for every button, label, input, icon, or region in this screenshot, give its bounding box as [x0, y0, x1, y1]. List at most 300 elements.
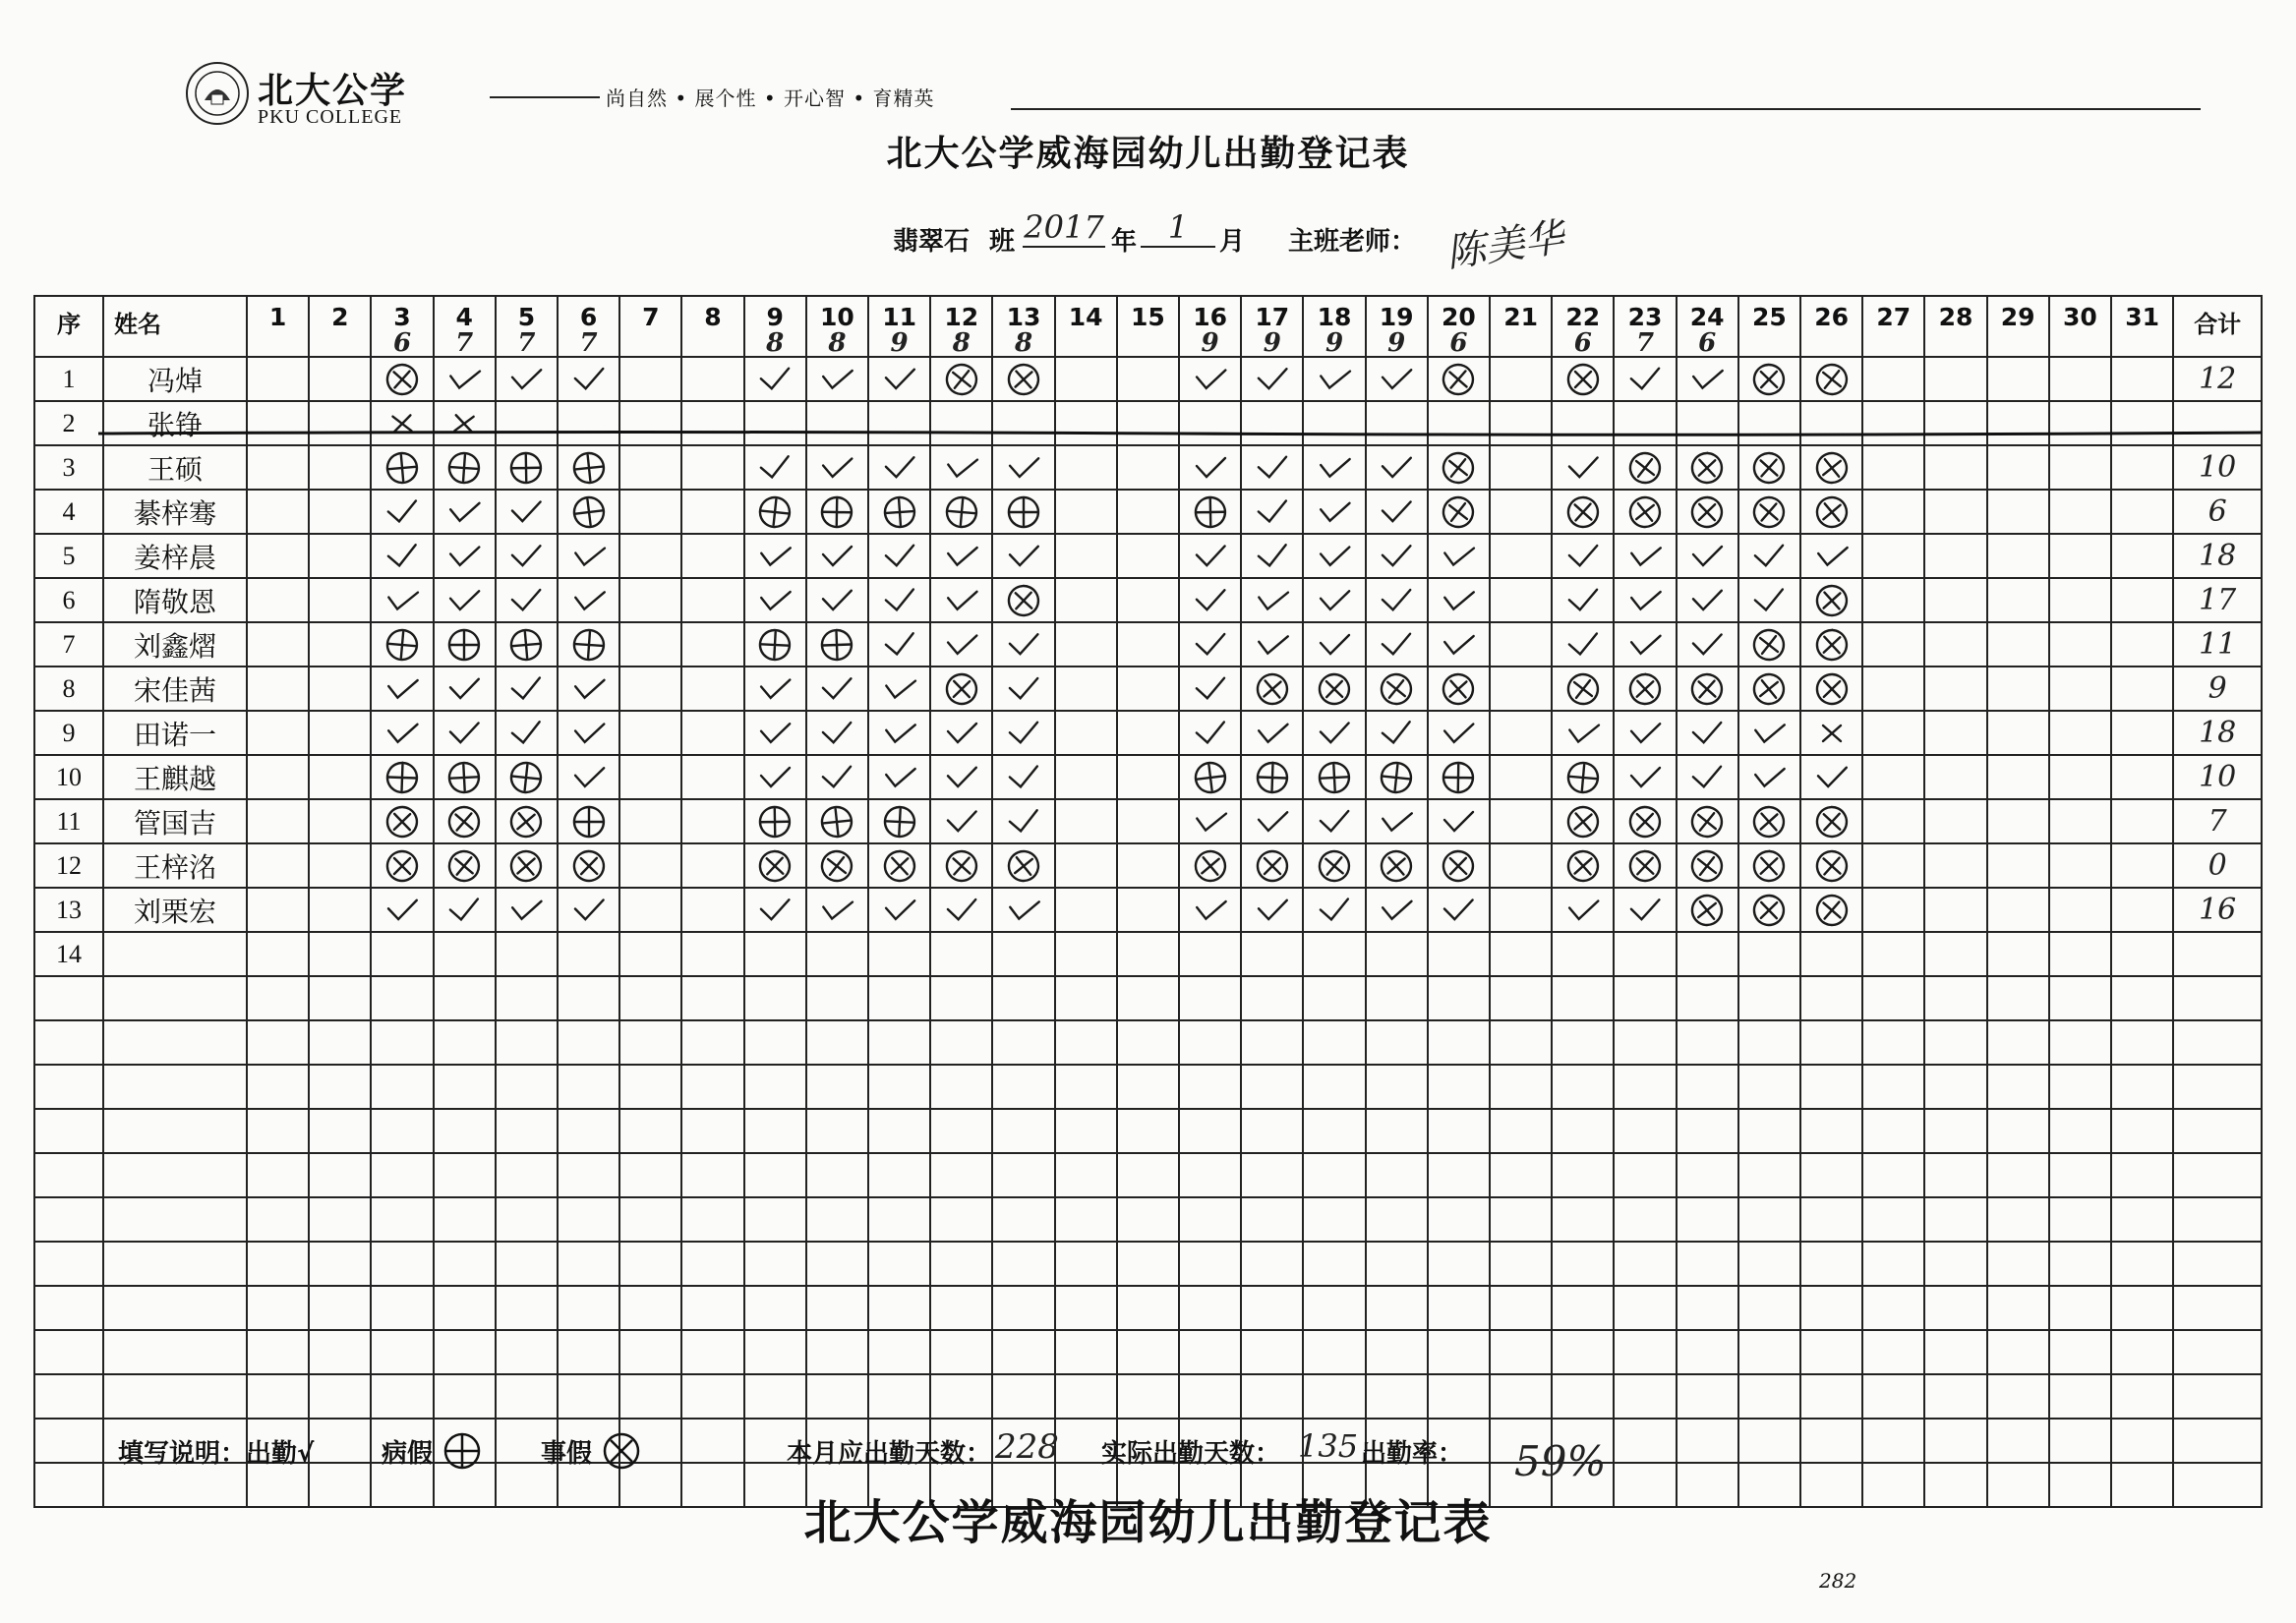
attendance-cell[interactable]	[1739, 446, 1801, 491]
attendance-cell[interactable]	[931, 623, 993, 667]
attendance-cell[interactable]	[310, 579, 372, 623]
attendance-cell[interactable]	[1553, 358, 1615, 402]
attendance-cell[interactable]	[869, 358, 931, 402]
attendance-cell[interactable]	[682, 1198, 744, 1243]
attendance-cell[interactable]	[1118, 977, 1180, 1021]
attendance-cell[interactable]	[2050, 756, 2112, 800]
attendance-cell[interactable]	[682, 844, 744, 889]
attendance-cell[interactable]	[1491, 1287, 1553, 1331]
attendance-cell[interactable]	[869, 667, 931, 712]
attendance-cell[interactable]	[1801, 933, 1863, 977]
attendance-cell[interactable]	[1118, 756, 1180, 800]
attendance-cell[interactable]	[2050, 1243, 2112, 1287]
attendance-cell[interactable]	[1739, 535, 1801, 579]
attendance-cell[interactable]	[1367, 933, 1429, 977]
attendance-cell[interactable]	[435, 535, 497, 579]
attendance-cell[interactable]	[1988, 1066, 2050, 1110]
attendance-cell[interactable]	[1242, 358, 1304, 402]
attendance-cell[interactable]	[1056, 756, 1118, 800]
attendance-cell[interactable]	[1242, 889, 1304, 933]
attendance-cell[interactable]	[310, 1021, 372, 1066]
attendance-cell[interactable]	[993, 800, 1055, 844]
attendance-cell[interactable]	[1863, 579, 1925, 623]
attendance-cell[interactable]	[1925, 1021, 1987, 1066]
attendance-cell[interactable]	[1367, 1375, 1429, 1420]
attendance-cell[interactable]	[2112, 1287, 2174, 1331]
attendance-cell[interactable]	[1367, 1243, 1429, 1287]
attendance-cell[interactable]	[1304, 1198, 1366, 1243]
attendance-cell[interactable]	[1739, 1154, 1801, 1198]
attendance-cell[interactable]	[1739, 1243, 1801, 1287]
attendance-cell[interactable]	[497, 1243, 559, 1287]
attendance-cell[interactable]	[931, 579, 993, 623]
attendance-cell[interactable]	[2050, 446, 2112, 491]
attendance-cell[interactable]	[1180, 623, 1242, 667]
attendance-cell[interactable]	[1739, 1021, 1801, 1066]
attendance-cell[interactable]	[559, 446, 620, 491]
attendance-cell[interactable]	[1056, 1331, 1118, 1375]
attendance-cell[interactable]	[869, 756, 931, 800]
attendance-cell[interactable]	[559, 800, 620, 844]
attendance-cell[interactable]	[993, 1375, 1055, 1420]
attendance-cell[interactable]	[620, 800, 682, 844]
attendance-cell[interactable]	[559, 712, 620, 756]
attendance-cell[interactable]	[1367, 358, 1429, 402]
attendance-cell[interactable]	[248, 1243, 310, 1287]
attendance-cell[interactable]	[1863, 933, 1925, 977]
attendance-cell[interactable]	[435, 1021, 497, 1066]
attendance-cell[interactable]	[1801, 844, 1863, 889]
attendance-cell[interactable]	[1678, 933, 1739, 977]
attendance-cell[interactable]	[745, 1287, 807, 1331]
attendance-cell[interactable]	[807, 446, 869, 491]
attendance-cell[interactable]	[435, 667, 497, 712]
attendance-cell[interactable]	[248, 358, 310, 402]
attendance-cell[interactable]	[1678, 1021, 1739, 1066]
attendance-cell[interactable]	[1180, 1331, 1242, 1375]
attendance-cell[interactable]	[1242, 1287, 1304, 1331]
attendance-cell[interactable]	[620, 1110, 682, 1154]
attendance-cell[interactable]	[559, 844, 620, 889]
attendance-cell[interactable]	[1491, 491, 1553, 535]
attendance-cell[interactable]	[1739, 358, 1801, 402]
attendance-cell[interactable]	[1615, 800, 1677, 844]
attendance-cell[interactable]	[310, 756, 372, 800]
attendance-cell[interactable]	[1925, 667, 1987, 712]
attendance-cell[interactable]	[682, 933, 744, 977]
attendance-cell[interactable]	[1615, 844, 1677, 889]
attendance-cell[interactable]	[559, 756, 620, 800]
attendance-cell[interactable]	[1739, 1420, 1801, 1464]
attendance-cell[interactable]	[1118, 1154, 1180, 1198]
attendance-cell[interactable]	[1304, 1331, 1366, 1375]
attendance-cell[interactable]	[1553, 491, 1615, 535]
attendance-cell[interactable]	[310, 402, 372, 446]
attendance-cell[interactable]	[372, 977, 434, 1021]
attendance-cell[interactable]	[869, 1021, 931, 1066]
attendance-cell[interactable]	[745, 889, 807, 933]
attendance-cell[interactable]	[1491, 623, 1553, 667]
attendance-cell[interactable]	[1615, 712, 1677, 756]
attendance-cell[interactable]	[2050, 1287, 2112, 1331]
attendance-cell[interactable]	[1367, 667, 1429, 712]
attendance-cell[interactable]	[1491, 1066, 1553, 1110]
attendance-cell[interactable]	[1988, 1110, 2050, 1154]
attendance-cell[interactable]	[559, 1110, 620, 1154]
attendance-cell[interactable]	[435, 1110, 497, 1154]
attendance-cell[interactable]	[1056, 712, 1118, 756]
attendance-cell[interactable]	[1118, 623, 1180, 667]
attendance-cell[interactable]	[807, 1154, 869, 1198]
attendance-cell[interactable]	[1739, 667, 1801, 712]
attendance-cell[interactable]	[1925, 1331, 1987, 1375]
attendance-cell[interactable]	[2050, 358, 2112, 402]
attendance-cell[interactable]	[1367, 1331, 1429, 1375]
attendance-cell[interactable]	[435, 623, 497, 667]
attendance-cell[interactable]	[869, 579, 931, 623]
attendance-cell[interactable]	[1615, 579, 1677, 623]
attendance-cell[interactable]	[1118, 1198, 1180, 1243]
attendance-cell[interactable]	[1118, 933, 1180, 977]
attendance-cell[interactable]	[1242, 623, 1304, 667]
attendance-cell[interactable]	[682, 1331, 744, 1375]
attendance-cell[interactable]	[497, 446, 559, 491]
attendance-cell[interactable]	[559, 623, 620, 667]
attendance-cell[interactable]	[1367, 402, 1429, 446]
attendance-cell[interactable]	[1429, 1021, 1491, 1066]
attendance-cell[interactable]	[1242, 535, 1304, 579]
attendance-cell[interactable]	[559, 1198, 620, 1243]
attendance-cell[interactable]	[1863, 402, 1925, 446]
attendance-cell[interactable]	[248, 535, 310, 579]
attendance-cell[interactable]	[1925, 756, 1987, 800]
attendance-cell[interactable]	[1678, 1154, 1739, 1198]
attendance-cell[interactable]	[682, 1420, 744, 1464]
attendance-cell[interactable]	[869, 800, 931, 844]
attendance-cell[interactable]	[1553, 1287, 1615, 1331]
attendance-cell[interactable]	[682, 1110, 744, 1154]
attendance-cell[interactable]	[931, 844, 993, 889]
attendance-cell[interactable]	[2050, 933, 2112, 977]
attendance-cell[interactable]	[2112, 358, 2174, 402]
attendance-cell[interactable]	[1678, 844, 1739, 889]
attendance-cell[interactable]	[1180, 1198, 1242, 1243]
attendance-cell[interactable]	[310, 1198, 372, 1243]
attendance-cell[interactable]	[310, 1110, 372, 1154]
attendance-cell[interactable]	[435, 889, 497, 933]
attendance-cell[interactable]	[1678, 756, 1739, 800]
attendance-cell[interactable]	[2050, 667, 2112, 712]
attendance-cell[interactable]	[2112, 1110, 2174, 1154]
attendance-cell[interactable]	[745, 623, 807, 667]
attendance-cell[interactable]	[1553, 1375, 1615, 1420]
attendance-cell[interactable]	[559, 535, 620, 579]
attendance-cell[interactable]	[682, 712, 744, 756]
attendance-cell[interactable]	[1615, 1198, 1677, 1243]
attendance-cell[interactable]	[1863, 1287, 1925, 1331]
attendance-cell[interactable]	[1429, 1198, 1491, 1243]
attendance-cell[interactable]	[1429, 1110, 1491, 1154]
attendance-cell[interactable]	[1429, 446, 1491, 491]
attendance-cell[interactable]	[2112, 889, 2174, 933]
attendance-cell[interactable]	[1678, 1375, 1739, 1420]
attendance-cell[interactable]	[1988, 889, 2050, 933]
attendance-cell[interactable]	[1304, 844, 1366, 889]
attendance-cell[interactable]	[1925, 1420, 1987, 1464]
attendance-cell[interactable]	[1429, 535, 1491, 579]
attendance-cell[interactable]	[869, 535, 931, 579]
attendance-cell[interactable]	[2050, 623, 2112, 667]
attendance-cell[interactable]	[2112, 712, 2174, 756]
attendance-cell[interactable]	[1429, 756, 1491, 800]
attendance-cell[interactable]	[869, 889, 931, 933]
attendance-cell[interactable]	[620, 1243, 682, 1287]
attendance-cell[interactable]	[1491, 579, 1553, 623]
attendance-cell[interactable]	[620, 1331, 682, 1375]
attendance-cell[interactable]	[248, 756, 310, 800]
attendance-cell[interactable]	[1118, 358, 1180, 402]
attendance-cell[interactable]	[248, 977, 310, 1021]
attendance-cell[interactable]	[1801, 1198, 1863, 1243]
attendance-cell[interactable]	[1242, 1331, 1304, 1375]
attendance-cell[interactable]	[1429, 844, 1491, 889]
attendance-cell[interactable]	[1491, 1243, 1553, 1287]
attendance-cell[interactable]	[1615, 977, 1677, 1021]
attendance-cell[interactable]	[682, 1243, 744, 1287]
attendance-cell[interactable]	[1988, 1420, 2050, 1464]
attendance-cell[interactable]	[993, 977, 1055, 1021]
attendance-cell[interactable]	[1863, 1243, 1925, 1287]
attendance-cell[interactable]	[248, 1287, 310, 1331]
attendance-cell[interactable]	[497, 933, 559, 977]
attendance-cell[interactable]	[993, 535, 1055, 579]
attendance-cell[interactable]	[1491, 712, 1553, 756]
attendance-cell[interactable]	[248, 1110, 310, 1154]
attendance-cell[interactable]	[1056, 579, 1118, 623]
attendance-cell[interactable]	[1863, 1110, 1925, 1154]
attendance-cell[interactable]	[1367, 756, 1429, 800]
attendance-cell[interactable]	[1180, 535, 1242, 579]
attendance-cell[interactable]	[931, 535, 993, 579]
attendance-cell[interactable]	[1056, 623, 1118, 667]
attendance-cell[interactable]	[1056, 977, 1118, 1021]
attendance-cell[interactable]	[1491, 977, 1553, 1021]
attendance-cell[interactable]	[559, 1154, 620, 1198]
attendance-cell[interactable]	[1242, 712, 1304, 756]
attendance-cell[interactable]	[1304, 1243, 1366, 1287]
attendance-cell[interactable]	[497, 844, 559, 889]
attendance-cell[interactable]	[931, 667, 993, 712]
attendance-cell[interactable]	[1242, 977, 1304, 1021]
attendance-cell[interactable]	[1739, 712, 1801, 756]
attendance-cell[interactable]	[1180, 977, 1242, 1021]
attendance-cell[interactable]	[310, 446, 372, 491]
attendance-cell[interactable]	[248, 1198, 310, 1243]
attendance-cell[interactable]	[1118, 844, 1180, 889]
attendance-cell[interactable]	[1491, 1375, 1553, 1420]
attendance-cell[interactable]	[745, 1021, 807, 1066]
attendance-cell[interactable]	[807, 1287, 869, 1331]
attendance-cell[interactable]	[869, 712, 931, 756]
attendance-cell[interactable]	[1553, 623, 1615, 667]
attendance-cell[interactable]	[1491, 402, 1553, 446]
attendance-cell[interactable]	[248, 402, 310, 446]
attendance-cell[interactable]	[310, 800, 372, 844]
attendance-cell[interactable]	[807, 1243, 869, 1287]
attendance-cell[interactable]	[1242, 756, 1304, 800]
attendance-cell[interactable]	[1180, 756, 1242, 800]
attendance-cell[interactable]	[1988, 1375, 2050, 1420]
attendance-cell[interactable]	[1925, 1375, 1987, 1420]
attendance-cell[interactable]	[1367, 800, 1429, 844]
attendance-cell[interactable]	[869, 1375, 931, 1420]
attendance-cell[interactable]	[1925, 844, 1987, 889]
attendance-cell[interactable]	[310, 1420, 372, 1464]
attendance-cell[interactable]	[1988, 446, 2050, 491]
attendance-cell[interactable]	[1678, 535, 1739, 579]
attendance-cell[interactable]	[620, 1066, 682, 1110]
attendance-cell[interactable]	[372, 623, 434, 667]
attendance-cell[interactable]	[620, 1021, 682, 1066]
attendance-cell[interactable]	[745, 579, 807, 623]
attendance-cell[interactable]	[745, 712, 807, 756]
attendance-cell[interactable]	[435, 1243, 497, 1287]
attendance-cell[interactable]	[1304, 1021, 1366, 1066]
attendance-cell[interactable]	[1304, 1375, 1366, 1420]
attendance-cell[interactable]	[1739, 1198, 1801, 1243]
attendance-cell[interactable]	[310, 491, 372, 535]
attendance-cell[interactable]	[1242, 800, 1304, 844]
attendance-cell[interactable]	[869, 977, 931, 1021]
attendance-cell[interactable]	[1678, 1243, 1739, 1287]
attendance-cell[interactable]	[497, 1110, 559, 1154]
attendance-cell[interactable]	[1801, 402, 1863, 446]
attendance-cell[interactable]	[1553, 1110, 1615, 1154]
attendance-cell[interactable]	[620, 446, 682, 491]
attendance-cell[interactable]	[1863, 491, 1925, 535]
attendance-cell[interactable]	[435, 1066, 497, 1110]
attendance-cell[interactable]	[1801, 358, 1863, 402]
attendance-cell[interactable]	[745, 844, 807, 889]
attendance-cell[interactable]	[372, 491, 434, 535]
attendance-cell[interactable]	[745, 756, 807, 800]
attendance-cell[interactable]	[1801, 1066, 1863, 1110]
attendance-cell[interactable]	[1863, 667, 1925, 712]
attendance-cell[interactable]	[559, 491, 620, 535]
attendance-cell[interactable]	[1801, 535, 1863, 579]
attendance-cell[interactable]	[1925, 1287, 1987, 1331]
attendance-cell[interactable]	[2050, 1375, 2112, 1420]
attendance-cell[interactable]	[620, 667, 682, 712]
attendance-cell[interactable]	[2050, 800, 2112, 844]
attendance-cell[interactable]	[1056, 844, 1118, 889]
attendance-cell[interactable]	[1801, 1110, 1863, 1154]
attendance-cell[interactable]	[2112, 1066, 2174, 1110]
attendance-cell[interactable]	[559, 579, 620, 623]
attendance-cell[interactable]	[372, 1198, 434, 1243]
attendance-cell[interactable]	[310, 889, 372, 933]
attendance-cell[interactable]	[1553, 933, 1615, 977]
attendance-cell[interactable]	[310, 535, 372, 579]
attendance-cell[interactable]	[869, 1331, 931, 1375]
attendance-cell[interactable]	[1739, 889, 1801, 933]
attendance-cell[interactable]	[682, 977, 744, 1021]
attendance-cell[interactable]	[993, 402, 1055, 446]
attendance-cell[interactable]	[559, 1243, 620, 1287]
attendance-cell[interactable]	[1739, 402, 1801, 446]
attendance-cell[interactable]	[1863, 889, 1925, 933]
attendance-cell[interactable]	[1678, 1198, 1739, 1243]
attendance-cell[interactable]	[1056, 1198, 1118, 1243]
attendance-cell[interactable]	[310, 1375, 372, 1420]
attendance-cell[interactable]	[1553, 1066, 1615, 1110]
attendance-cell[interactable]	[248, 1066, 310, 1110]
attendance-cell[interactable]	[1553, 1331, 1615, 1375]
attendance-cell[interactable]	[1429, 712, 1491, 756]
attendance-cell[interactable]	[931, 446, 993, 491]
attendance-cell[interactable]	[559, 402, 620, 446]
attendance-cell[interactable]	[620, 933, 682, 977]
attendance-cell[interactable]	[807, 667, 869, 712]
attendance-cell[interactable]	[1863, 800, 1925, 844]
attendance-cell[interactable]	[248, 712, 310, 756]
attendance-cell[interactable]	[435, 933, 497, 977]
attendance-cell[interactable]	[2112, 756, 2174, 800]
attendance-cell[interactable]	[1678, 667, 1739, 712]
attendance-cell[interactable]	[1988, 756, 2050, 800]
attendance-cell[interactable]	[1304, 535, 1366, 579]
attendance-cell[interactable]	[497, 402, 559, 446]
attendance-cell[interactable]	[1180, 889, 1242, 933]
attendance-cell[interactable]	[2050, 1066, 2112, 1110]
attendance-cell[interactable]	[807, 977, 869, 1021]
attendance-cell[interactable]	[1304, 402, 1366, 446]
attendance-cell[interactable]	[2112, 1021, 2174, 1066]
attendance-cell[interactable]	[931, 1021, 993, 1066]
attendance-cell[interactable]	[993, 889, 1055, 933]
attendance-cell[interactable]	[620, 358, 682, 402]
attendance-cell[interactable]	[807, 889, 869, 933]
attendance-cell[interactable]	[372, 1375, 434, 1420]
attendance-cell[interactable]	[1180, 579, 1242, 623]
attendance-cell[interactable]	[1553, 1021, 1615, 1066]
attendance-cell[interactable]	[682, 800, 744, 844]
attendance-cell[interactable]	[682, 1021, 744, 1066]
attendance-cell[interactable]	[1615, 1243, 1677, 1287]
attendance-cell[interactable]	[372, 889, 434, 933]
attendance-cell[interactable]	[372, 1287, 434, 1331]
attendance-cell[interactable]	[497, 889, 559, 933]
attendance-cell[interactable]	[1801, 1420, 1863, 1464]
attendance-cell[interactable]	[1242, 1110, 1304, 1154]
attendance-cell[interactable]	[1242, 1198, 1304, 1243]
attendance-cell[interactable]	[1553, 977, 1615, 1021]
attendance-cell[interactable]	[1615, 889, 1677, 933]
attendance-cell[interactable]	[1242, 1021, 1304, 1066]
attendance-cell[interactable]	[745, 1110, 807, 1154]
attendance-cell[interactable]	[931, 756, 993, 800]
attendance-cell[interactable]	[1988, 1198, 2050, 1243]
attendance-cell[interactable]	[1553, 756, 1615, 800]
attendance-cell[interactable]	[620, 535, 682, 579]
attendance-cell[interactable]	[559, 1066, 620, 1110]
attendance-cell[interactable]	[1739, 844, 1801, 889]
attendance-cell[interactable]	[1988, 844, 2050, 889]
attendance-cell[interactable]	[1863, 623, 1925, 667]
attendance-cell[interactable]	[745, 667, 807, 712]
attendance-cell[interactable]	[1553, 1243, 1615, 1287]
attendance-cell[interactable]	[993, 712, 1055, 756]
